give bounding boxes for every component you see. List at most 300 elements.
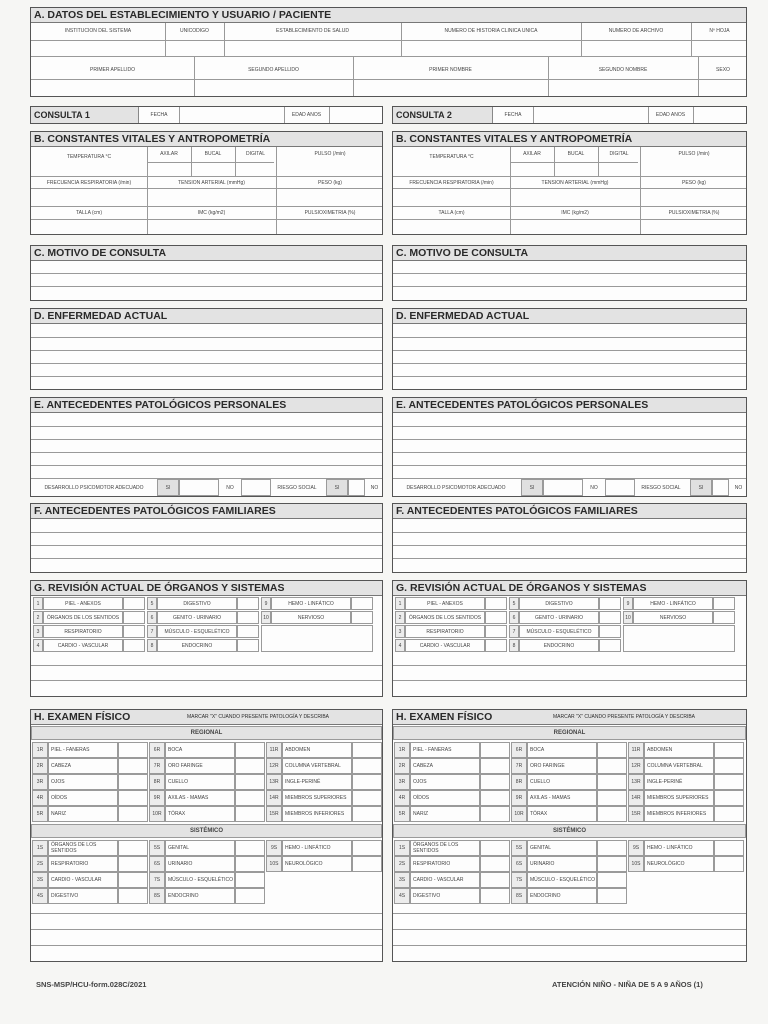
ros-label-10: NERVIOSO <box>271 611 351 624</box>
ros-blank <box>261 625 373 652</box>
exam-check-1R[interactable] <box>118 742 148 758</box>
exam-check-11R[interactable] <box>352 742 382 758</box>
exam-check-3R-2[interactable] <box>480 774 510 790</box>
ros-num-3: 3 <box>33 625 43 638</box>
label-institucion: INSTITUCIÓN DEL SISTEMA <box>64 28 132 34</box>
exam-num-8S: 8S <box>149 888 165 904</box>
exam-label-7S-2: MÚSCULO - ESQUELÉTICO <box>527 872 597 888</box>
consulta-2-fecha-label: FECHA <box>504 112 522 118</box>
section-b-right <box>392 131 747 235</box>
ros-num-10: 10 <box>261 611 271 624</box>
section-h-left-title: H. EXAMEN FÍSICO <box>34 711 131 723</box>
section-d-right[interactable] <box>392 308 747 390</box>
checkbox-desarrollo-si-2[interactable] <box>543 479 583 496</box>
exam-label-3R: OJOS <box>48 774 118 790</box>
consulta-2-header <box>392 106 747 124</box>
exam-label-3S: CARDIO - VASCULAR <box>48 872 118 888</box>
exam-check-5S-2[interactable] <box>597 840 627 856</box>
exam-num-6S-2: 6S <box>511 856 527 872</box>
ros-check-7-2[interactable] <box>599 625 621 638</box>
label-temperatura-2: TEMPERATURA °C <box>429 154 474 160</box>
ros-label-4-2: CARDIO - VASCULAR <box>405 639 485 652</box>
label-desarrollo-si-2: SI <box>529 485 535 491</box>
exam-label-1R: PIEL - FANERAS <box>48 742 118 758</box>
ros-check-1-2[interactable] <box>485 597 507 610</box>
exam-num-12R-2: 12R <box>628 758 644 774</box>
label-axilar: AXILAR <box>160 151 178 157</box>
exam-label-15R: MIEMBROS INFERIORES <box>282 806 352 822</box>
ros-check-4-2[interactable] <box>485 639 507 652</box>
label-bucal: BUCAL <box>204 151 222 157</box>
exam-check-11R-2[interactable] <box>714 742 744 758</box>
label-riesgo-social: RIESGO SOCIAL <box>277 485 317 491</box>
exam-check-3S-2[interactable] <box>480 872 510 888</box>
ros-check-1[interactable] <box>123 597 145 610</box>
label-axilar-2: AXILAR <box>523 151 541 157</box>
label-segundo-apellido: SEGUNDO APELLIDO <box>248 67 299 73</box>
ros-check-3[interactable] <box>123 625 145 638</box>
exam-label-15R-2: MIEMBROS INFERIORES <box>644 806 714 822</box>
ros-blank-2 <box>623 625 735 652</box>
exam-check-6R[interactable] <box>235 742 265 758</box>
label-peso: PESO (kg) <box>318 180 342 186</box>
exam-label-9R: AXILAS - MAMAS <box>165 790 235 806</box>
ros-check-8-2[interactable] <box>599 639 621 652</box>
exam-num-2S: 2S <box>32 856 48 872</box>
label-talla: TALLA (cm) <box>75 210 103 216</box>
ros-label-5: DIGESTIVO <box>157 597 237 610</box>
exam-label-1R-2: PIEL - FANERAS <box>410 742 480 758</box>
consulta-1-fecha-label: FECHA <box>150 112 168 118</box>
exam-label-7R: ORO FARINGE <box>165 758 235 774</box>
checkbox-riesgo-si[interactable] <box>348 479 365 496</box>
exam-label-3S-2: CARDIO - VASCULAR <box>410 872 480 888</box>
exam-num-6R: 6R <box>149 742 165 758</box>
section-a-title: A. DATOS DEL ESTABLECIMIENTO Y USUARIO / PACIENTE <box>31 8 746 23</box>
section-e-right-title: E. ANTECEDENTES PATOLÓGICOS PERSONALES <box>393 398 746 413</box>
form-title: ATENCIÓN NIÑO - NIÑA DE 5 A 9 AÑOS (1) <box>552 980 703 989</box>
section-h-left-header <box>31 710 382 725</box>
ros-label-9-2: HEMO - LINFÁTICO <box>633 597 713 610</box>
exam-check-5R[interactable] <box>118 806 148 822</box>
section-g-right <box>392 580 747 697</box>
exam-check-1R-2[interactable] <box>480 742 510 758</box>
exam-label-13R: INGLE-PERINÉ <box>282 774 352 790</box>
exam-check-14R-2[interactable] <box>714 790 744 806</box>
exam-label-5R: NARIZ <box>48 806 118 822</box>
label-primer-nombre: PRIMER NOMBRE <box>429 67 472 73</box>
exam-label-9R-2: AXILAS - MAMAS <box>527 790 597 806</box>
exam-label-6R-2: BOCA <box>527 742 597 758</box>
exam-num-3R: 3R <box>32 774 48 790</box>
ros-label-3-2: RESPIRATORIO <box>405 625 485 638</box>
label-riesgo-no-2: NO <box>734 485 743 491</box>
exam-check-8R-2[interactable] <box>597 774 627 790</box>
ros-num-8: 8 <box>147 639 157 652</box>
label-desarrollo-no-2: NO <box>590 485 598 491</box>
section-d-right-title: D. ENFERMEDAD ACTUAL <box>393 309 746 324</box>
label-desarrollo-psicomotor: DESARROLLO PSICOMOTOR ADECUADO <box>44 485 144 491</box>
ros-num-4: 4 <box>33 639 43 652</box>
section-c-right[interactable] <box>392 245 747 301</box>
ros-num-6-2: 6 <box>509 611 519 624</box>
label-desarrollo-no: NO <box>226 485 234 491</box>
exam-check-7S[interactable] <box>235 872 265 888</box>
section-g-left <box>30 580 383 697</box>
section-g-left-title: G. REVISIÓN ACTUAL DE ÓRGANOS Y SISTEMAS <box>31 581 382 596</box>
consulta-1-label: CONSULTA 1 <box>31 107 139 123</box>
exam-num-12R: 12R <box>266 758 282 774</box>
ros-label-6-2: GENITO - URINARIO <box>519 611 599 624</box>
exam-num-1R: 1R <box>32 742 48 758</box>
section-a-datos <box>30 7 747 97</box>
exam-check-9R[interactable] <box>235 790 265 806</box>
exam-check-15R-2[interactable] <box>714 806 744 822</box>
exam-label-4R-2: OÍDOS <box>410 790 480 806</box>
exam-check-10R[interactable] <box>235 806 265 822</box>
label-bucal-2: BUCAL <box>567 151 585 157</box>
exam-check-4R-2[interactable] <box>480 790 510 806</box>
exam-num-5R-2: 5R <box>394 806 410 822</box>
label-pulsioximetria: PULSIOXIMETRÍA (%) <box>304 210 356 216</box>
ros-check-8[interactable] <box>237 639 259 652</box>
ros-check-2[interactable] <box>123 611 145 624</box>
ros-num-6: 6 <box>147 611 157 624</box>
exam-num-2R: 2R <box>32 758 48 774</box>
ros-num-9: 9 <box>261 597 271 610</box>
ros-num-5: 5 <box>147 597 157 610</box>
label-sexo: SEXO <box>716 67 730 73</box>
exam-check-8R[interactable] <box>235 774 265 790</box>
ros-num-7: 7 <box>147 625 157 638</box>
ros-num-3-2: 3 <box>395 625 405 638</box>
exam-num-14R-2: 14R <box>628 790 644 806</box>
exam-label-14R: MIEMBROS SUPERIORES <box>282 790 352 806</box>
exam-num-2R-2: 2R <box>394 758 410 774</box>
exam-num-8R-2: 8R <box>511 774 527 790</box>
ros-check-5-2[interactable] <box>599 597 621 610</box>
exam-num-3S: 3S <box>32 872 48 888</box>
section-b-left <box>30 131 383 235</box>
exam-check-5S[interactable] <box>235 840 265 856</box>
exam-check-7S-2[interactable] <box>597 872 627 888</box>
ros-num-10-2: 10 <box>623 611 633 624</box>
section-b-right-title: B. CONSTANTES VITALES Y ANTROPOMETRÍA <box>393 132 746 147</box>
exam-label-10S-2: NEUROLÓGICO <box>644 856 714 872</box>
ros-check-9[interactable] <box>351 597 373 610</box>
exam-check-10S-2[interactable] <box>714 856 744 872</box>
exam-label-11R-2: ABDOMEN <box>644 742 714 758</box>
exam-label-4R: OÍDOS <box>48 790 118 806</box>
section-h-right-header <box>393 710 746 725</box>
exam-check-3S[interactable] <box>118 872 148 888</box>
exam-label-13R-2: INGLE-PERINÉ <box>644 774 714 790</box>
ros-label-4: CARDIO - VASCULAR <box>43 639 123 652</box>
ros-label-5-2: DIGESTIVO <box>519 597 599 610</box>
exam-num-1S-2: 1S <box>394 840 410 856</box>
exam-check-9S[interactable] <box>352 840 382 856</box>
exam-label-12R: COLUMNA VERTEBRAL <box>282 758 352 774</box>
exam-num-9S-2: 9S <box>628 840 644 856</box>
exam-check-9S-2[interactable] <box>714 840 744 856</box>
exam-check-2R[interactable] <box>118 758 148 774</box>
exam-check-10S[interactable] <box>352 856 382 872</box>
checkbox-desarrollo-no-2[interactable] <box>605 479 635 496</box>
label-desarrollo-si: SI <box>165 485 171 491</box>
label-riesgo-no: NO <box>370 485 379 491</box>
label-numero-hoja: Nº HOJA <box>709 28 730 34</box>
label-digital-2: DIGITAL <box>609 151 629 157</box>
exam-num-5R: 5R <box>32 806 48 822</box>
label-pulso: PULSO (/min) <box>314 151 346 157</box>
checkbox-riesgo-si-2[interactable] <box>712 479 729 496</box>
ros-num-2: 2 <box>33 611 43 624</box>
exam-label-2S-2: RESPIRATORIO <box>410 856 480 872</box>
section-h-right-note: MARCAR "X" CUANDO PRESENTE PATOLOGÍA Y DESCRIBA <box>553 714 696 720</box>
sistemico-header-2: SISTÉMICO <box>393 824 746 838</box>
ros-label-8: ENDOCRINO <box>157 639 237 652</box>
exam-num-1R-2: 1R <box>394 742 410 758</box>
exam-num-3R-2: 3R <box>394 774 410 790</box>
label-peso-2: PESO (kg) <box>682 180 706 186</box>
exam-label-7R-2: ORO FARINGE <box>527 758 597 774</box>
ros-num-4-2: 4 <box>395 639 405 652</box>
ros-check-2-2[interactable] <box>485 611 507 624</box>
exam-num-9R-2: 9R <box>511 790 527 806</box>
exam-num-9S: 9S <box>266 840 282 856</box>
exam-num-10R-2: 10R <box>511 806 527 822</box>
section-f-right[interactable] <box>392 503 747 573</box>
exam-label-5S: GENITAL <box>165 840 235 856</box>
exam-label-9S-2: HEMO - LINFÁTICO <box>644 840 714 856</box>
ros-num-1-2: 1 <box>395 597 405 610</box>
exam-label-1S-2: ÓRGANOS DE LOS SENTIDOS <box>410 840 480 856</box>
ros-num-5-2: 5 <box>509 597 519 610</box>
exam-label-10R-2: TÓRAX <box>527 806 597 822</box>
exam-check-4R[interactable] <box>118 790 148 806</box>
ros-num-8-2: 8 <box>509 639 519 652</box>
exam-num-4S: 4S <box>32 888 48 904</box>
exam-check-2S[interactable] <box>118 856 148 872</box>
ros-check-6-2[interactable] <box>599 611 621 624</box>
section-g-right-title: G. REVISIÓN ACTUAL DE ÓRGANOS Y SISTEMAS <box>393 581 746 596</box>
exam-num-15R: 15R <box>266 806 282 822</box>
exam-num-7S-2: 7S <box>511 872 527 888</box>
ros-check-9-2[interactable] <box>713 597 735 610</box>
consulta-2-label: CONSULTA 2 <box>393 107 493 123</box>
label-primer-apellido: PRIMER APELLIDO <box>89 67 135 73</box>
label-frecuencia-2: FRECUENCIA RESPIRATORIA (/min) <box>409 180 494 186</box>
label-pulsioximetria-2: PULSIOXIMETRÍA (%) <box>668 210 720 216</box>
exam-label-3R-2: OJOS <box>410 774 480 790</box>
section-h-right <box>392 709 747 962</box>
section-c-right-title: C. MOTIVO DE CONSULTA <box>393 246 746 261</box>
exam-check-8S-2[interactable] <box>597 888 627 904</box>
ros-num-2-2: 2 <box>395 611 405 624</box>
label-frecuencia: FRECUENCIA RESPIRATORIA (/min) <box>46 180 132 186</box>
regional-header-2: REGIONAL <box>393 726 746 740</box>
exam-label-8S: ENDOCRINO <box>165 888 235 904</box>
exam-num-9R: 9R <box>149 790 165 806</box>
exam-num-1S: 1S <box>32 840 48 856</box>
section-e-right[interactable] <box>392 397 747 497</box>
label-digital: DIGITAL <box>245 151 266 157</box>
label-historia-clinica: NÚMERO DE HISTORIA CLÍNICA ÚNICA <box>444 28 538 34</box>
section-b-left-title: B. CONSTANTES VITALES Y ANTROPOMETRÍA <box>31 132 382 147</box>
exam-check-10R-2[interactable] <box>597 806 627 822</box>
consulta-2-edad-label: EDAD AÑOS <box>655 112 686 118</box>
sistemico-header: SISTÉMICO <box>31 824 382 838</box>
ros-label-7-2: MÚSCULO - ESQUELÉTICO <box>519 625 599 638</box>
exam-num-5S: 5S <box>149 840 165 856</box>
exam-num-10S: 10S <box>266 856 282 872</box>
ros-label-7: MÚSCULO - ESQUELÉTICO <box>157 625 237 638</box>
exam-label-9S: HEMO - LINFÁTICO <box>282 840 352 856</box>
label-segundo-nombre: SEGUNDO NOMBRE <box>598 67 648 73</box>
exam-label-6S-2: URINARIO <box>527 856 597 872</box>
exam-num-6S: 6S <box>149 856 165 872</box>
exam-check-5R-2[interactable] <box>480 806 510 822</box>
label-numero-archivo: NÚMERO DE ARCHIVO <box>608 28 664 34</box>
exam-label-4S: DIGESTIVO <box>48 888 118 904</box>
exam-num-15R-2: 15R <box>628 806 644 822</box>
label-establecimiento: ESTABLECIMIENTO DE SALUD <box>276 28 349 34</box>
exam-num-14R: 14R <box>266 790 282 806</box>
section-c-left-title: C. MOTIVO DE CONSULTA <box>31 246 382 261</box>
exam-label-8R: CUELLO <box>165 774 235 790</box>
exam-label-7S: MÚSCULO - ESQUELÉTICO <box>165 872 235 888</box>
ros-label-2: ÓRGANOS DE LOS SENTIDOS <box>43 611 123 624</box>
exam-label-4S-2: DIGESTIVO <box>410 888 480 904</box>
exam-num-13R-2: 13R <box>628 774 644 790</box>
exam-label-10R: TÓRAX <box>165 806 235 822</box>
exam-check-15R[interactable] <box>352 806 382 822</box>
exam-label-5R-2: NARIZ <box>410 806 480 822</box>
label-riesgo-si: SI <box>334 485 340 491</box>
section-d-left[interactable] <box>30 308 383 390</box>
ros-label-1-2: PIEL - ANEXOS <box>405 597 485 610</box>
exam-label-2R: CABEZA <box>48 758 118 774</box>
exam-check-8S[interactable] <box>235 888 265 904</box>
section-c-left[interactable] <box>30 245 383 301</box>
exam-check-6S[interactable] <box>235 856 265 872</box>
ros-check-6[interactable] <box>237 611 259 624</box>
exam-num-8S-2: 8S <box>511 888 527 904</box>
label-tension: TENSIÓN ARTERIAL (mmHg) <box>178 180 245 186</box>
exam-label-5S-2: GENITAL <box>527 840 597 856</box>
exam-num-4S-2: 4S <box>394 888 410 904</box>
exam-check-13R-2[interactable] <box>714 774 744 790</box>
exam-num-5S-2: 5S <box>511 840 527 856</box>
exam-num-6R-2: 6R <box>511 742 527 758</box>
exam-num-8R: 8R <box>149 774 165 790</box>
exam-check-1S-2[interactable] <box>480 840 510 856</box>
ros-num-1: 1 <box>33 597 43 610</box>
exam-num-10R: 10R <box>149 806 165 822</box>
checkbox-desarrollo-no[interactable] <box>241 479 271 496</box>
exam-check-6R-2[interactable] <box>597 742 627 758</box>
exam-num-10S-2: 10S <box>628 856 644 872</box>
label-unicodigo: UNICÓDIGO <box>180 28 209 34</box>
label-temperatura: TEMPERATURA °C <box>66 154 112 160</box>
section-h-right-title: H. EXAMEN FÍSICO <box>396 711 493 723</box>
exam-check-4S[interactable] <box>118 888 148 904</box>
ros-check-10[interactable] <box>351 611 373 624</box>
ros-label-3: RESPIRATORIO <box>43 625 123 638</box>
label-riesgo-si-2: SI <box>698 485 704 491</box>
section-d-left-title: D. ENFERMEDAD ACTUAL <box>31 309 382 324</box>
label-desarrollo-psicomotor-2: DESARROLLO PSICOMOTOR ADECUADO <box>406 485 506 491</box>
exam-check-1S[interactable] <box>118 840 148 856</box>
consulta-1-header <box>30 106 383 124</box>
exam-num-11R: 11R <box>266 742 282 758</box>
checkbox-desarrollo-si[interactable] <box>179 479 219 496</box>
exam-check-14R[interactable] <box>352 790 382 806</box>
exam-num-4R-2: 4R <box>394 790 410 806</box>
exam-label-10S: NEUROLÓGICO <box>282 856 352 872</box>
section-h-left <box>30 709 383 962</box>
section-h-left-note: MARCAR "X" CUANDO PRESENTE PATOLOGÍA Y DESCRIBA <box>187 714 330 720</box>
ros-check-7[interactable] <box>237 625 259 638</box>
label-tension-2: TENSIÓN ARTERIAL (mmHg) <box>541 180 609 186</box>
section-e-left[interactable] <box>30 397 383 497</box>
exam-num-7S: 7S <box>149 872 165 888</box>
exam-check-13R[interactable] <box>352 774 382 790</box>
label-talla-2: TALLA (cm) <box>438 210 465 216</box>
exam-check-4S-2[interactable] <box>480 888 510 904</box>
exam-num-11R-2: 11R <box>628 742 644 758</box>
form-code: SNS-MSP/HCU-form.028C/2021 <box>36 980 147 989</box>
exam-num-4R: 4R <box>32 790 48 806</box>
label-imc: IMC (kg/m2) <box>197 210 226 216</box>
exam-check-2S-2[interactable] <box>480 856 510 872</box>
ros-check-4[interactable] <box>123 639 145 652</box>
ros-label-8-2: ENDOCRINO <box>519 639 599 652</box>
exam-label-11R: ABDOMEN <box>282 742 352 758</box>
exam-check-9R-2[interactable] <box>597 790 627 806</box>
ros-check-10-2[interactable] <box>713 611 735 624</box>
exam-label-6S: URINARIO <box>165 856 235 872</box>
ros-num-9-2: 9 <box>623 597 633 610</box>
ros-label-2-2: ÓRGANOS DE LOS SENTIDOS <box>405 611 485 624</box>
exam-label-8S-2: ENDOCRINO <box>527 888 597 904</box>
exam-label-12R-2: COLUMNA VERTEBRAL <box>644 758 714 774</box>
exam-num-7R: 7R <box>149 758 165 774</box>
exam-num-7R-2: 7R <box>511 758 527 774</box>
label-riesgo-social-2: RIESGO SOCIAL <box>641 485 681 491</box>
exam-check-2R-2[interactable] <box>480 758 510 774</box>
section-f-left[interactable] <box>30 503 383 573</box>
label-pulso-2: PULSO (/min) <box>678 151 710 157</box>
exam-num-13R: 13R <box>266 774 282 790</box>
exam-check-3R[interactable] <box>118 774 148 790</box>
exam-check-7R[interactable] <box>235 758 265 774</box>
exam-num-3S-2: 3S <box>394 872 410 888</box>
exam-check-7R-2[interactable] <box>597 758 627 774</box>
ros-check-5[interactable] <box>237 597 259 610</box>
ros-label-1: PIEL - ANEXOS <box>43 597 123 610</box>
section-e-left-title: E. ANTECEDENTES PATOLÓGICOS PERSONALES <box>31 398 382 413</box>
exam-num-2S-2: 2S <box>394 856 410 872</box>
exam-check-6S-2[interactable] <box>597 856 627 872</box>
ros-check-3-2[interactable] <box>485 625 507 638</box>
ros-num-7-2: 7 <box>509 625 519 638</box>
exam-check-12R[interactable] <box>352 758 382 774</box>
exam-label-8R-2: CUELLO <box>527 774 597 790</box>
exam-check-12R-2[interactable] <box>714 758 744 774</box>
ros-label-6: GENITO - URINARIO <box>157 611 237 624</box>
exam-label-14R-2: MIEMBROS SUPERIORES <box>644 790 714 806</box>
